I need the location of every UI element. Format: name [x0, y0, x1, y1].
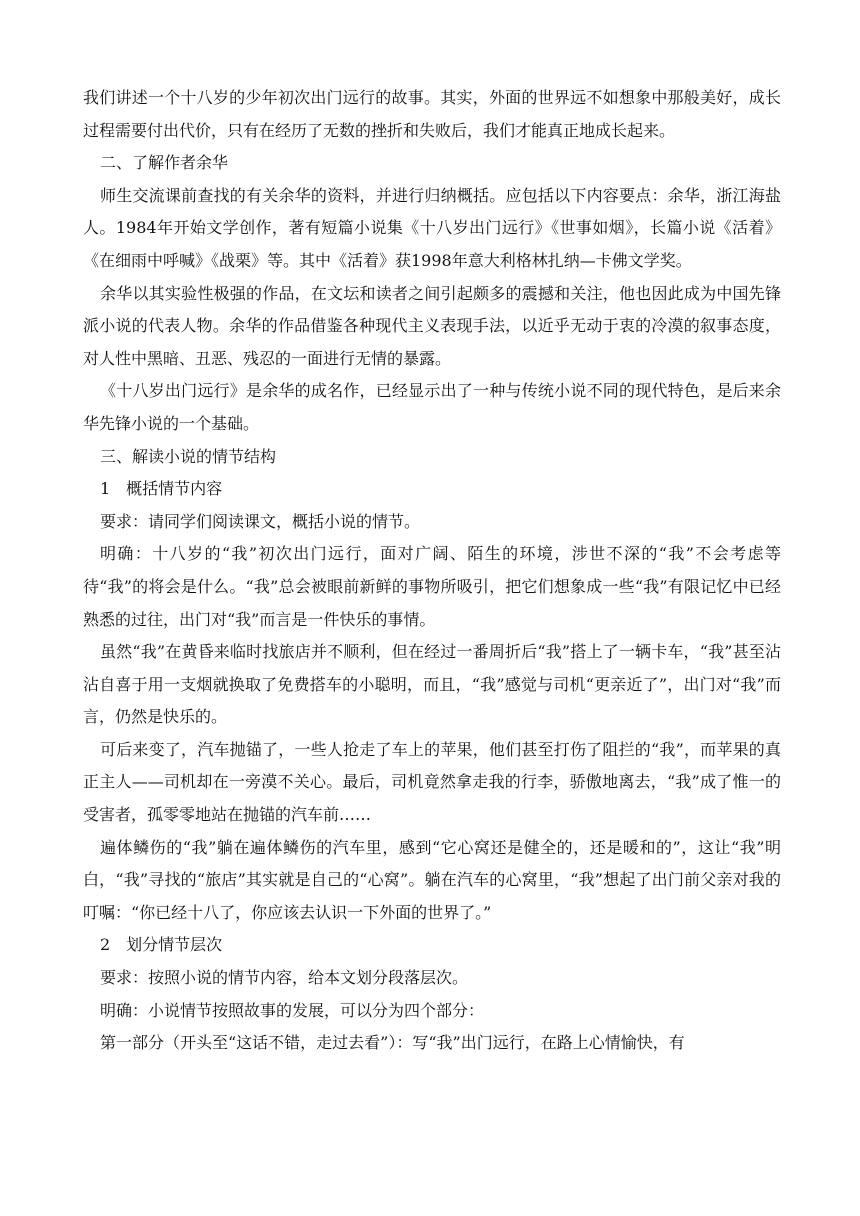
paragraph-requirement-1: 要求：请同学们阅读课文，概括小说的情节。 — [100, 511, 421, 531]
paragraph-answer-2: 明确：小说情节按照故事的发展，可以分为四个部分： — [100, 1000, 485, 1020]
document-page — [83, 82, 781, 1060]
section-heading-plot: 三、解读小说的情节结构 — [100, 446, 277, 466]
paragraph-requirement-2: 要求：按照小说的情节内容，给本文划分段落层次。 — [100, 968, 469, 988]
paragraph-part-one: 第一部分（开头至“这话不错，走过去看”）：写“我”出门远行，在路上心情愉快，有 — [100, 1033, 685, 1053]
paragraph-plot-3: 可后来变了，汽车抛锚了，一些人抢走了车上的苹果，他们甚至打伤了阻拦的“我”，而苹果的真正主人——司机却在一旁漠不关心。最后，司机竟然拿走我的行李，骄傲地离去，“我”成了惟一的受害者，孤零零地站在抛锚的汽车前…… — [83, 739, 781, 825]
paragraph-plot-4: 遍体鳞伤的“我”躺在遍体鳞伤的汽车里，感到“它心窝还是健全的，还是暖和的”，这让“我”明白，“我”寻找的“旅店”其实就是自己的“心窝”。躺在汽车的心窝里，“我”想起了出门前父亲对我的叮嘱：“你已经十八了，你应该去认识一下外面的世界了。” — [83, 837, 781, 922]
paragraph-masterpiece: 《十八岁出门远行》是余华的成名作，已经显示出了一种与传统小说不同的现代特色，是后来余华先锋小说的一个基础。 — [83, 381, 781, 433]
section-heading-author: 二、了解作者余华 — [100, 153, 229, 173]
subsection-heading-layers: 2 划分情节层次 — [100, 935, 223, 955]
subsection-heading-summary: 1 概括情节内容 — [100, 479, 223, 499]
paragraph-answer-1: 明确：十八岁的“我”初次出门远行，面对广阔、陌生的环境，涉世不深的“我”不会考虑等待“我”的将会是什么。“我”总会被眼前新鲜的事物所吸引，把它们想象成一些“我”有限记忆中已经熟悉的过往，出门对“我”而言是一件快乐的事情。 — [83, 544, 781, 629]
paragraph-author-info: 师生交流课前查找的有关余华的资料，并进行归纳概括。应包括以下内容要点：余华，浙江海盐人。1984年开始文学创作，著有短篇小说集《十八岁出门远行》《世事如烟》，长篇小说《活着》《在细雨中呼喊》《战栗》等。其中《活着》获1998年意大利格林扎纳—卡佛文学奖。 — [83, 185, 781, 270]
paragraph-intro-continued: 我们讲述一个十八岁的少年初次出门远行的故事。其实，外面的世界远不如想象中那般美好，成长过程需要付出代价，只有在经历了无数的挫折和失败后，我们才能真正地成长起来。 — [83, 88, 781, 140]
paragraph-plot-2: 虽然“我”在黄昏来临时找旅店并不顺利，但在经过一番周折后“我”搭上了一辆卡车，“我”甚至沾沾自喜于用一支烟就换取了免费搭车的小聪明，而且，“我”感觉与司机“更亲近了”，出门对“我”而言，仍然是快乐的。 — [83, 642, 781, 727]
paragraph-author-style: 余华以其实验性极强的作品，在文坛和读者之间引起颇多的震撼和关注，他也因此成为中国先锋派小说的代表人物。余华的作品借鉴各种现代主义表现手法，以近乎无动于衷的冷漠的叙事态度，对人性中黑暗、丑恶、残忍的一面进行无情的暴露。 — [83, 283, 781, 368]
